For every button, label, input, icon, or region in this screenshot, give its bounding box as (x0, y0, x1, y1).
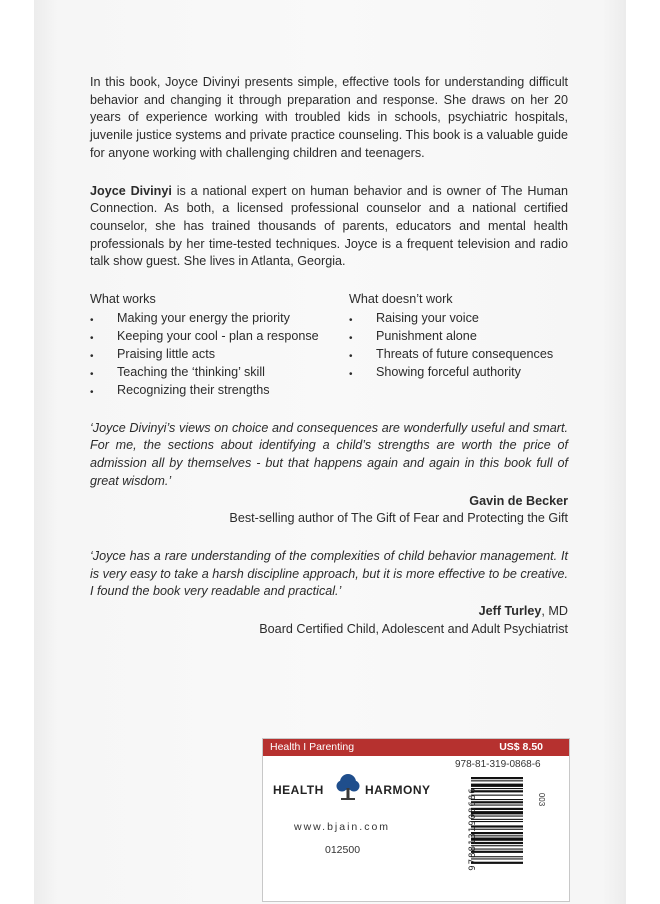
barcode (451, 777, 559, 895)
list-item: • Teaching the ‘thinking’ skill (90, 364, 349, 382)
author-name: Joyce Divinyi (90, 183, 172, 198)
what-doesnt-work-list (349, 310, 568, 382)
product-code: 012500 (325, 844, 361, 856)
testimonial-author (90, 603, 568, 621)
testimonial-quote: ‘Joyce Divinyi’s views on choice and consequences are wonderfully useful and smart. For me, the sections about identifying a child’s strengths are worth the price of admission all by themselves - but that happens again and again in this book full of great wisdom.’ (90, 420, 568, 488)
what-works-title: What works (90, 292, 156, 307)
barcode-bars (451, 777, 531, 895)
tree-icon (335, 773, 361, 801)
list-item: • Showing forceful authority (349, 364, 568, 382)
category-strip (263, 739, 569, 756)
author-bio-text: is a national expert on human behavior and is owner of The Human Connection. As both, a licensed professional counselor and a national certified counselor, she has trained thousands of parents, educators and mental health professionals by her time-tested techniques. Joyce is a frequent television and radio talk show guest. She lives in Atlanta, Georgia. (90, 183, 568, 269)
what-works-list (90, 310, 349, 400)
list-item: • Praising little acts (90, 346, 349, 364)
intro-paragraph: In this book, Joyce Divinyi presents simple, effective tools for understanding difficult behavior and changing it through preparation and response. She draws on her 20 years of experience working with troubled kids in schools, psychiatric hospitals, juvenile justice systems and private practice counseling. This book is a valuable guide for anyone working with challenging children and teenagers. (90, 75, 568, 160)
what-doesnt-work-column (349, 291, 568, 400)
publisher-logo (273, 773, 439, 803)
cover-text (90, 74, 568, 638)
list-item: • Keeping your cool - plan a response (90, 328, 349, 346)
testimonial-author-name: Jeff Turley (478, 604, 542, 619)
author-bio (90, 183, 568, 272)
isbn-number: 978-81-319-0868-6 (455, 759, 541, 770)
what-works-column (90, 291, 349, 400)
what-doesnt-work-title: What doesn’t work (349, 292, 453, 307)
price-label: US$ 8.50 (499, 741, 543, 753)
barcode-side-code: 003 (537, 792, 547, 807)
works-comparison (90, 291, 568, 400)
list-item: • Making your energy the priority (90, 310, 349, 328)
publisher-name-right: HARMONY (365, 783, 431, 797)
testimonial-author-role: Best-selling author of The Gift of Fear and Protecting the Gift (229, 511, 568, 526)
list-item: • Raising your voice (349, 310, 568, 328)
testimonial-author: Gavin de Becker (469, 493, 568, 508)
list-item: • Punishment alone (349, 328, 568, 346)
testimonial-quote: ‘Joyce has a rare understanding of the complexities of child behavior management. It is very easy to take a harsh discipline approach, but it is more effective to be creative. I found the book very readable and practical.’ (90, 548, 568, 599)
barcode-label (262, 738, 570, 902)
barcode-digits: 9788131908686 (468, 787, 478, 871)
publisher-name-left: HEALTH (273, 783, 324, 797)
list-item: • Threats of future consequences (349, 346, 568, 364)
list-item: • Recognizing their strengths (90, 382, 349, 400)
publisher-website: www.bjain.com (294, 821, 391, 833)
testimonial-author-suffix: , MD (541, 604, 568, 619)
category-label: Health I Parenting (270, 741, 355, 753)
testimonial-author-role: Board Certified Child, Adolescent and Adult Psychiatrist (259, 621, 568, 636)
